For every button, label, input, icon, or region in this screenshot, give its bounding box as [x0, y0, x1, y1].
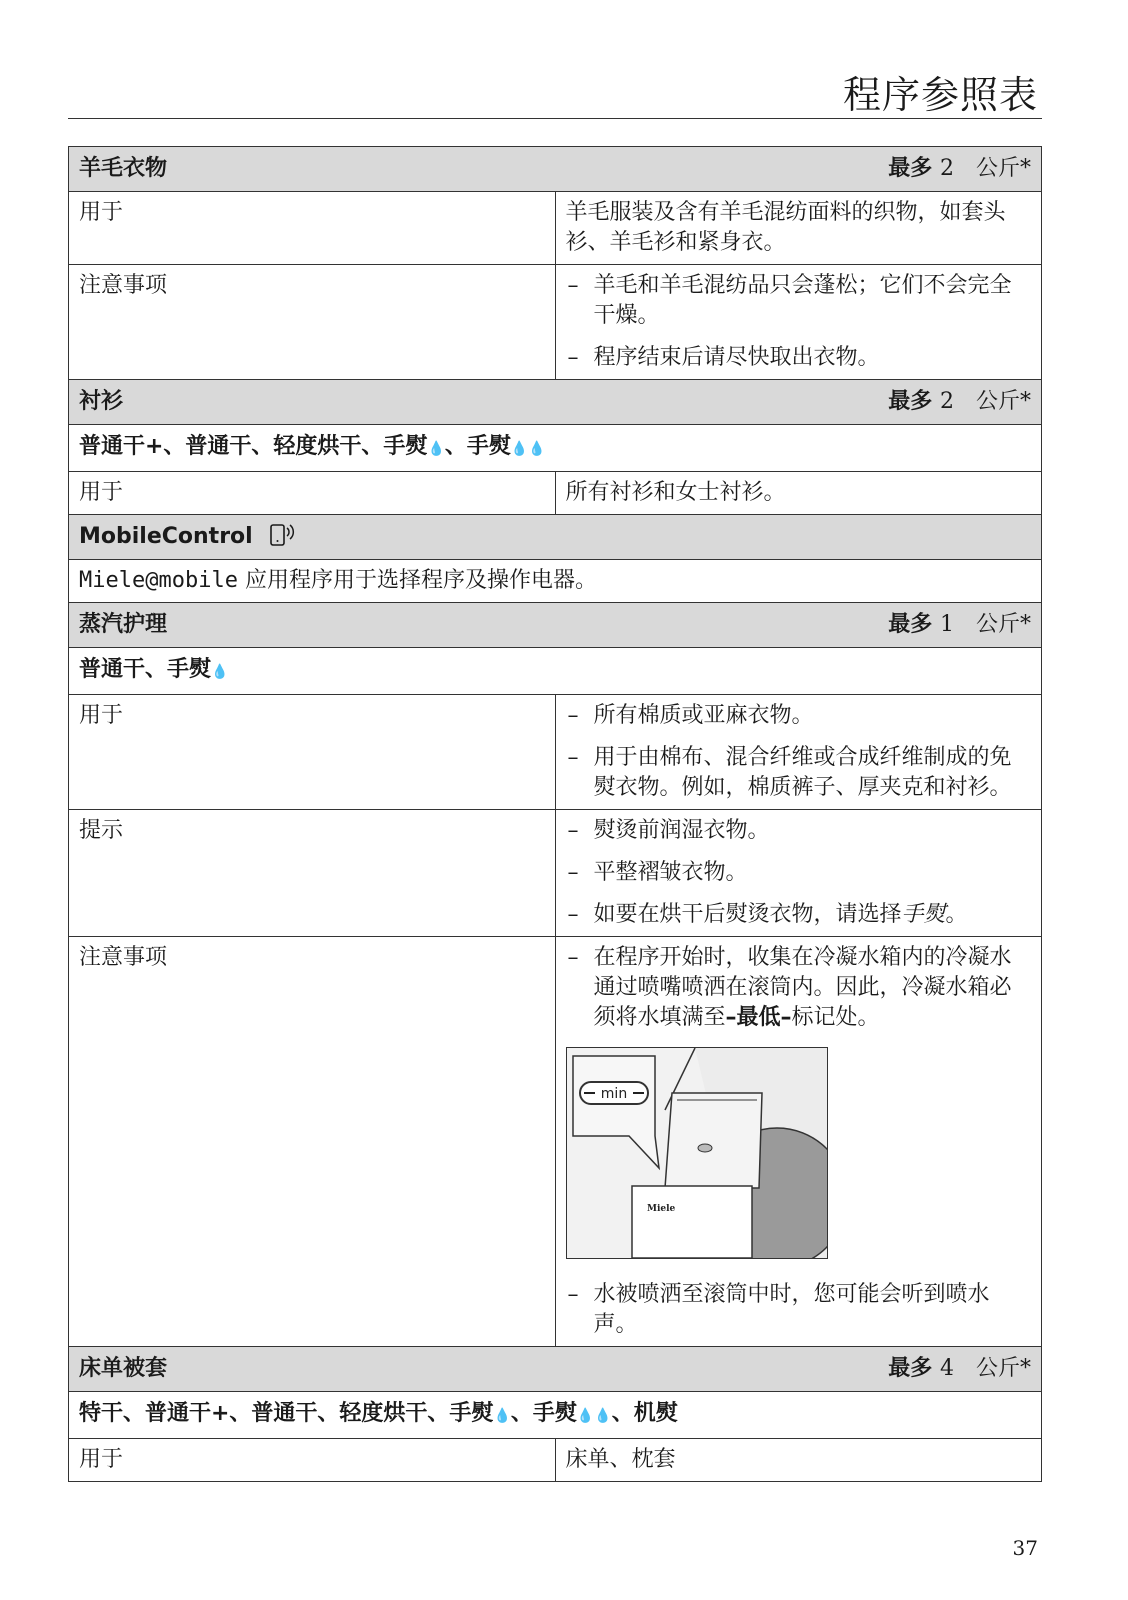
row-text: 羊毛服装及含有羊毛混纺面料的织物，如套头衫、羊毛衫和紧身衣。	[555, 192, 1042, 265]
min-mark-label: min	[600, 1086, 627, 1102]
program-name: 衬衫	[79, 389, 124, 414]
row-tips	[69, 810, 1042, 937]
drop-icon: 💧	[493, 1408, 511, 1424]
capacity: 最多 1 公斤*	[888, 612, 1031, 637]
row-label: 用于	[69, 472, 556, 515]
row-label: 提示	[69, 810, 556, 937]
list-item: – 用于由棉布、混合纤维或合成纤维制成的免熨衣物。例如，棉质裤子、厚夹克和衬衫。	[566, 743, 1032, 803]
program-header-shirts	[69, 380, 1042, 425]
list-item: – 平整褶皱衣物。	[566, 858, 1032, 888]
page-number: 37	[1012, 1536, 1038, 1560]
program-options: 普通干+、普通干、轻度烘干、手熨💧、手熨💧💧	[69, 425, 1042, 472]
list-item: – 羊毛和羊毛混纺品只会蓬松；它们不会完全干燥。	[566, 271, 1032, 331]
drop-icon: 💧	[427, 441, 445, 457]
capacity: 最多 2 公斤*	[888, 156, 1031, 181]
row-notes	[69, 937, 1042, 1347]
drop-icon: 💧	[211, 664, 229, 680]
mobilecontrol-title: MobileControl	[79, 524, 253, 549]
program-header-wool	[69, 147, 1042, 192]
list-item: – 在程序开始时，收集在冷凝水箱内的冷凝水通过喷嘴喷洒在滚筒内。因此，冷凝水箱必须将水填满至–最低–标记处。	[566, 943, 1032, 1033]
row-label: 用于	[69, 695, 556, 810]
row-label: 用于	[69, 1439, 556, 1482]
row-use	[69, 192, 1042, 265]
row-use	[69, 695, 1042, 810]
program-name: 床单被套	[79, 1356, 168, 1381]
list-item: – 如要在烘干后熨烫衣物，请选择手熨。	[566, 900, 1032, 930]
program-name: 蒸汽护理	[79, 612, 168, 637]
capacity: 最多 2 公斤*	[888, 389, 1031, 414]
program-name: 羊毛衣物	[79, 156, 168, 181]
list-item: – 熨烫前润湿衣物。	[566, 816, 1032, 846]
row-label: 注意事项	[69, 265, 556, 380]
row-label: 注意事项	[69, 937, 556, 1347]
row-use	[69, 472, 1042, 515]
title-divider	[68, 118, 1042, 119]
program-table	[68, 146, 1042, 1482]
capacity: 最多 4 公斤*	[888, 1356, 1031, 1381]
mobilecontrol-row: Miele@mobile 应用程序用于选择程序及操作电器。	[69, 560, 1042, 603]
list-item: – 水被喷洒至滚筒中时，您可能会听到喷水声。	[566, 1280, 1032, 1340]
page-title: 程序参照表	[842, 73, 1038, 117]
mobilecontrol-icon	[268, 522, 300, 548]
program-options: 特干、普通干+、普通干、轻度烘干、手熨💧、手熨💧💧、机熨	[69, 1392, 1042, 1439]
list-item: – 所有棉质或亚麻衣物。	[566, 701, 1032, 731]
condenser-container-illustration	[566, 1047, 828, 1259]
double-drop-icon: 💧💧	[510, 441, 546, 457]
double-drop-icon: 💧💧	[576, 1408, 612, 1424]
row-notes	[69, 265, 1042, 380]
row-text: 所有衬衫和女士衬衫。	[555, 472, 1042, 515]
mobilecontrol-header	[69, 515, 1042, 560]
program-header-bedding	[69, 1347, 1042, 1392]
program-options: 普通干、手熨💧	[69, 648, 1042, 695]
program-header-steam	[69, 603, 1042, 648]
list-item: – 程序结束后请尽快取出衣物。	[566, 343, 1032, 373]
illustration-brand-text: Miele	[646, 1204, 675, 1214]
row-text: 床单、枕套	[555, 1439, 1042, 1482]
row-use	[69, 1439, 1042, 1482]
row-label: 用于	[69, 192, 556, 265]
